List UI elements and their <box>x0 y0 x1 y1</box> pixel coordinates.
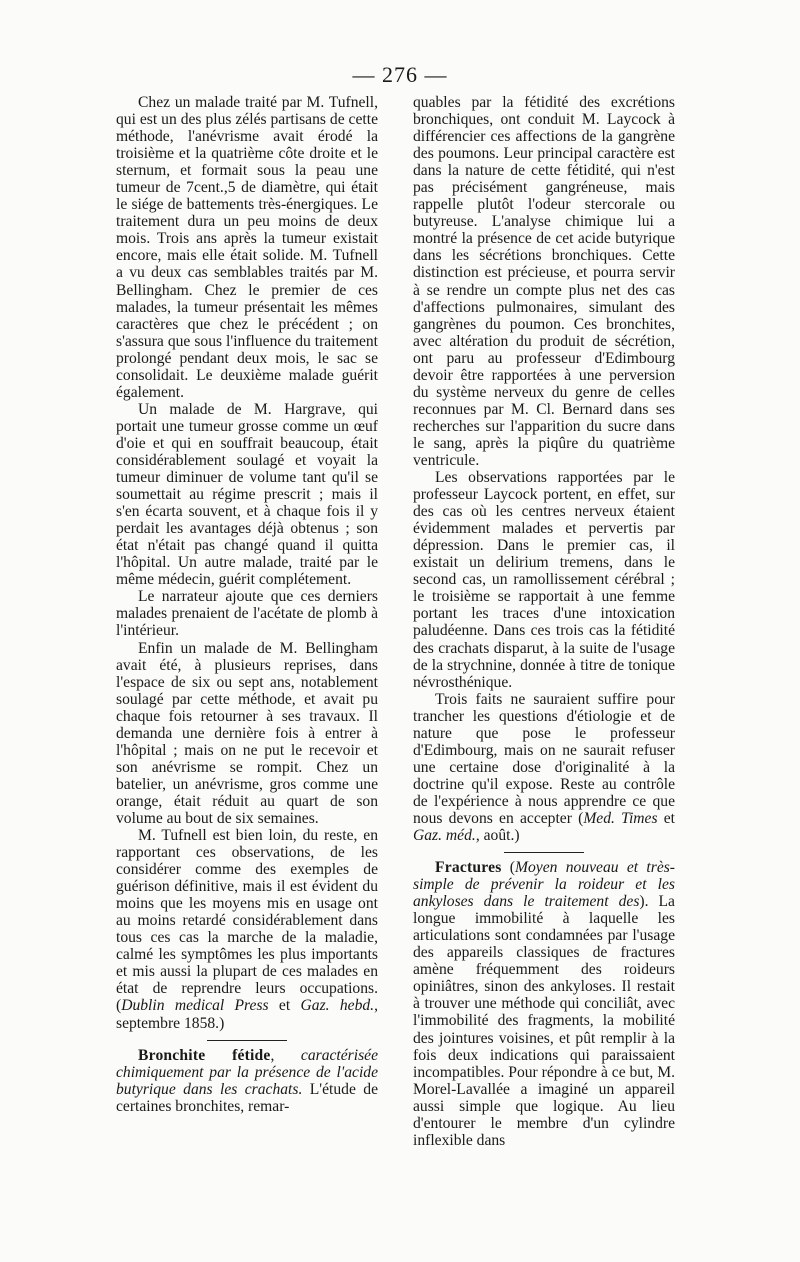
paragraph-tufnell-conclusion <box>116 827 378 1032</box>
source-citation: Gaz. méd. <box>413 827 476 845</box>
paragraph-hargrave-case: Un malade de M. Hargrave, qui portait une tumeur grosse comme un œuf d'oie et qui en souffrait beaucoup, était considérablement soulagé et voyait la tumeur diminuer de volume tant qu'il se soumettait au régime prescrit ; mais il s'en écarta souvent, et à chaque fois il y perdait les avantages déjà obtenus ; son état n'était pas changé quand il quitta l'hôpital. Un autre malade, traité par le même médecin, guérit complétement. <box>116 400 378 589</box>
citation-date: , septembre 1858.) <box>116 997 378 1032</box>
paragraph-trois-faits <box>413 691 675 844</box>
source-citation: Med. Times <box>583 809 658 827</box>
paragraph-tufnell-case: Chez un malade traité par M. Tufnell, qui est un des plus zélés partisans de cette méthode, l'anévrisme avait érodé la troisième et la quatrième côte droite et le sternum, et formait sous la peau une tumeur de 7cent.,5 de diamètre, qui était le siége de battements très-énergiques. Le traitement dura un peu moins de deux mois. Trois ans après la tumeur existait encore, mais elle était solide. M. Tufnell a vu deux cas semblables traités par M. Bellingham. Chez le premier de ces malades, la tumeur présentait les mêmes caractères que chez le précédent ; on s'assura que sous l'influence du traitement prolongé pendant deux mois, le sac se consolidait. Le deuxième malade guérit également. <box>116 94 378 401</box>
paragraph-laycock-bronchite: quables par la fétidité des excrétions bronchiques, ont conduit M. Laycock à différencier ces affections de la gangrène des poumons. Leur principal caractère est dans la nature de cette fétidité, qui n'est pas précisément gangréneuse, mais rappelle plutôt l'odeur stercorale ou butyreuse. L'analyse chimique lui a montré la présence de cet acide butyrique dans les sécrétions bronchiques. Cette distinction est précieuse, et pourra servir à se rendre un compte plus net des cas d'affections pulmonaires, simulant des gangrènes du poumon. Ces bronchites, avec altération du produit de sécrétion, ont paru au professeur d'Edimbourg devoir être rapportées à une perversion du système nerveux du genre de celles reconnues par M. Cl. Bernard dans ses recherches sur l'apparition du sucre dans le sang, après la piqûre du quatrième ventricule. <box>413 94 675 469</box>
citation-joiner: et <box>268 997 301 1015</box>
section-separator: , <box>270 1046 301 1064</box>
section-open-paren: ( <box>501 859 515 877</box>
left-column <box>116 94 378 1115</box>
source-citation: Dublin medical Press <box>121 997 269 1015</box>
citation-date: , août.) <box>475 827 520 845</box>
right-column <box>413 94 675 1149</box>
trois-faits-text: Trois faits ne sauraient suffire pour trancher les questions d'étiologie et de nature que pose le professeur d'Edimbourg, mais on ne saurait refuser une certaine dose d'originalité à la doctrine qu'il expose. Reste au contrôle de l'expérience à nous apprendre ce que nous devons en accepter ( <box>413 690 675 827</box>
conclusion-text: M. Tufnell est bien loin, du reste, en rapportant ces observations, de les considérer comme des exemples de guérison définitive, mais il est évident du moins que les moyens mis en usage ont au moins retardé considérablement dans tous ces cas la marche de la maladie, calmé les symptômes les plus importants et mis aussi la plupart de ces malades en état de reprendre leurs occupations. ( <box>116 827 378 1015</box>
section-body: La longue immobilité à laquelle les articulations sont condamnées par l'usage des appareils classiques de fractures amène fréquemment des roideurs opiniâtres, sinon des ankyloses. Il restait à trouver une méthode qui conciliât, avec l'immobilité des fragments, la mobilité des jointures voisines, et pût remplir à la fois deux indications qui paraissaient incompatibles. Pour répondre à ce but, M. Morel-Lavallée a imaginé un appareil aussi simple que logique. Au lieu d'entourer le membre d'un cylindre inflexible dans <box>413 893 675 1149</box>
section-subtitle: Moyen nouveau et très-simple de prévenir la roideur et les ankyloses dans le traitement des <box>413 859 676 911</box>
section-bronchite <box>116 1047 378 1115</box>
section-title: Fractures <box>435 859 502 877</box>
section-divider <box>504 852 584 853</box>
paragraph-laycock-observations: Les observations rapportées par le professeur Laycock portent, en effet, sur des cas où les centres nerveux étaient évidemment malades et pervertis par dépression. Dans le premier cas, il existait un delirium tremens, dans le second cas, un ramollissement cérébral ; le troisième se rapportait à une femme portant les traces d'une intoxication paludéenne. Dans ces trois cas la fétidité des crachats disparut, à la suite de l'usage de la strychnine, donnée à titre de tonique névrosthénique. <box>413 469 675 691</box>
page-number: — 276 — <box>352 62 448 87</box>
source-citation: Gaz. hebd. <box>300 997 375 1015</box>
section-title: Bronchite fétide <box>138 1046 271 1064</box>
paragraph-narrator-note: Le narrateur ajoute que ces derniers malades prenaient de l'acétate de plomb à l'intérieur. <box>116 588 378 640</box>
section-subtitle: caractérisée chimiquement par la présence de l'acide butyrique dans les crachats. <box>116 1046 378 1098</box>
section-close-paren: ). <box>639 893 649 911</box>
paragraph-bellingham-case: Enfin un malade de M. Bellingham avait été, à plusieurs reprises, dans l'espace de six ou sept ans, notablement soulagé par cette méthode, et avait pu chaque fois retourner à ses travaux. Il demanda une dernière fois à entrer à l'hôpital ; mais on ne put le recevoir et son anévrisme se rompit. Chez un batelier, un anévrisme, gros comme une orange, était réduit au quart de son volume au bout de six semaines. <box>116 639 378 827</box>
section-divider <box>207 1040 287 1041</box>
section-body: L'étude de certaines bronchites, remar- <box>116 1080 379 1115</box>
section-fractures <box>413 859 675 1149</box>
citation-joiner: et <box>657 809 675 827</box>
